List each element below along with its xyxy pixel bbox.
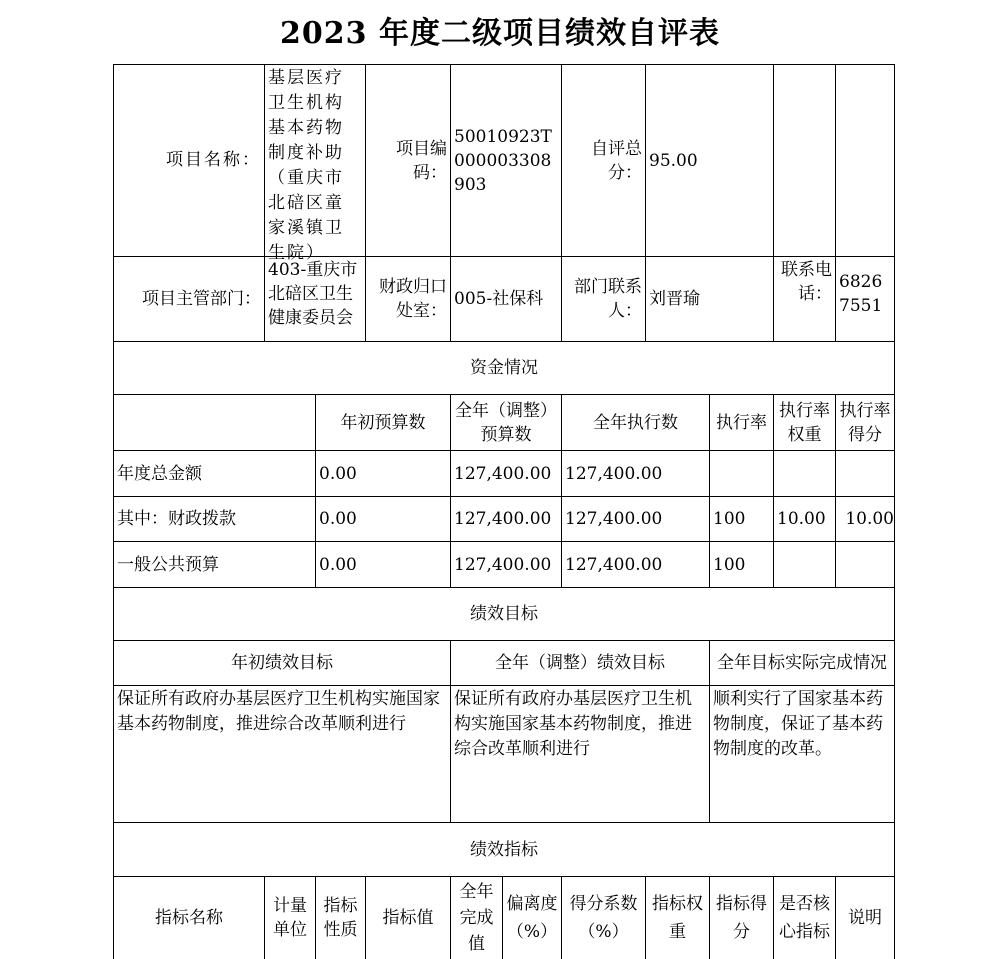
- indicators-section-title: 绩效指标: [470, 839, 538, 860]
- indicator-header-core: 是否核心指标: [779, 894, 830, 942]
- funds-header-executed: 全年执行数: [593, 412, 678, 433]
- self-score-value: 95.00: [649, 150, 698, 171]
- funds-cell-initial: 0.00: [319, 509, 357, 529]
- project-code-label: 项目编码：: [396, 138, 447, 183]
- indicator-header-name: 指标名称: [155, 908, 223, 928]
- goals-section-title: 绩效目标: [470, 604, 538, 624]
- funds-header-score: 执行率得分: [839, 400, 891, 445]
- funds-row-label: 年度总金额: [117, 463, 202, 484]
- funds-cell-adjusted: 127,400.00: [454, 554, 552, 575]
- contact-label: 部门联系人：: [574, 277, 642, 321]
- phone-label: 联系电话：: [781, 260, 832, 304]
- funds-row-label: 一般公共预算: [117, 554, 219, 575]
- project-name-label: 项目名称：: [166, 150, 261, 170]
- funds-cell-adjusted: 127,400.00: [454, 509, 552, 529]
- dept-label: 项目主管部门：: [142, 289, 261, 309]
- goals-actual-text: 顺利实行了国家基本药物制度，保证了基本药物制度的改革。: [713, 689, 883, 759]
- goals-header-adjusted: 全年（调整）绩效目标: [495, 653, 665, 673]
- funds-header-weight: 执行率权重: [779, 400, 830, 445]
- indicator-header-unit: 计量单位: [273, 896, 307, 940]
- project-name-value: 基层医疗卫生机构基本药物制度补助（重庆市北碚区童家溪镇卫生院）: [268, 68, 344, 263]
- funds-cell-weight: [774, 542, 835, 587]
- funds-cell-initial: 0.00: [319, 463, 357, 484]
- funds-cell-executed: 127,400.00: [565, 554, 663, 575]
- indicator-header-nature: 指标性质: [323, 896, 358, 940]
- indicator-header-score: 指标得分: [716, 894, 767, 942]
- funds-cell-weight: [774, 451, 835, 496]
- goals-initial-text: 保证所有政府办基层医疗卫生机构实施国家基本药物制度，推进综合改革顺利进行: [117, 689, 440, 734]
- goals-header-actual: 全年目标实际完成情况: [717, 653, 887, 673]
- funds-header-rate: 执行率: [716, 412, 767, 433]
- page-title: 2023 年度二级项目绩效自评表: [280, 16, 720, 51]
- funds-cell-score: [836, 542, 894, 587]
- funds-cell-initial: 0.00: [319, 554, 357, 575]
- funds-cell-score: 10.00: [845, 509, 894, 529]
- contact-value: 刘晋瑜: [649, 289, 700, 309]
- funds-cell-weight: 10.00: [777, 509, 826, 529]
- indicator-header-completed: 全年完成值: [459, 882, 494, 954]
- indicator-header-note: 说明: [848, 908, 882, 928]
- funds-cell-executed: 127,400.00: [565, 509, 663, 529]
- indicator-header-coefficient: 得分系数（%）: [569, 894, 638, 942]
- indicator-header-value: 指标值: [382, 908, 434, 928]
- funds-cell-executed: 127,400.00: [565, 463, 663, 484]
- goals-header-initial: 年初绩效目标: [231, 653, 333, 673]
- office-value: 005-社保科: [454, 289, 544, 309]
- funds-cell-rate: [710, 451, 773, 496]
- self-score-label: 自评总分：: [591, 138, 642, 183]
- project-code-value: 50010923T000003308903: [454, 126, 552, 195]
- indicator-header-weight: 指标权重: [652, 894, 703, 942]
- dept-value: 403-重庆市北碚区卫生健康委员会: [268, 260, 358, 328]
- funds-cell-rate: 100: [713, 554, 746, 575]
- funds-header-initial: 年初预算数: [340, 412, 426, 433]
- funds-cell-rate: 100: [713, 509, 746, 529]
- funds-section-title: 资金情况: [470, 358, 538, 378]
- funds-cell-adjusted: 127,400.00: [454, 463, 552, 484]
- funds-cell-score: [836, 451, 894, 496]
- goals-adjusted-text: 保证所有政府办基层医疗卫生机构实施国家基本药物制度，推进综合改革顺利进行: [454, 689, 692, 759]
- indicator-header-deviation: 偏离度（%）: [506, 894, 558, 942]
- phone-value: 68267551: [839, 272, 883, 316]
- funds-header-adjusted: 全年（调整）预算数: [455, 400, 557, 445]
- funds-row-label: 其中：财政拨款: [117, 509, 236, 529]
- office-label: 财政归口处室：: [379, 277, 447, 321]
